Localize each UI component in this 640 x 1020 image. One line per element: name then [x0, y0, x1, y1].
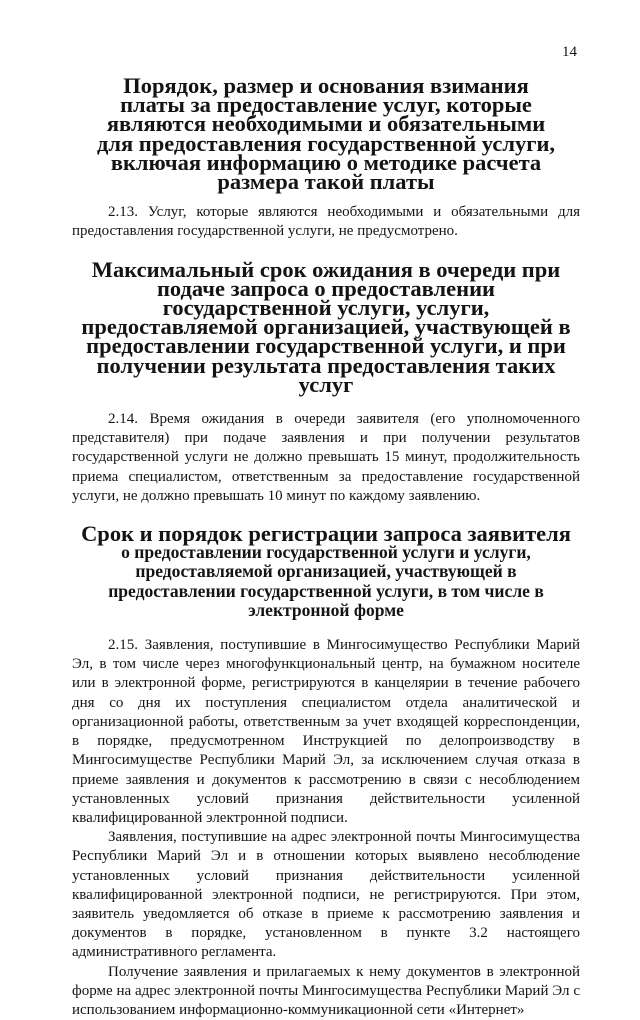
section-subheading: о предоставлении государственной услуги и услуги, предоставляемой организацией, участвующей в предоставлении государственной услуги, в том числе в электронной форме [108, 542, 544, 620]
section-registration [72, 521, 580, 1020]
paragraph-email-applications: Заявления, поступившие на адрес электронной почты Мингосимущества Республики Марий Эл и в отношении которых выявлено несоблюдение установленных условий признания действительности усиленной квалифицированной электронной подписи, не регистрируются. При этом, заявитель уведомляется об отказе в приеме к рассмотрению заявления и документов в порядке, установленном в пункте 3.2 настоящего административного регламента. [72, 829, 580, 961]
paragraph-2-14: 2.14. Время ожидания в очереди заявителя (его уполномоченного представителя) при подаче заявления и при получении результатов государственной услуги не должно превышать 15 минут, продолжительность приема специалистом, ответственным за предоставление государственной услуги, не должно превышать 10 минут по каждому заявлению. [72, 411, 580, 504]
section-heading: Срок и порядок регистрации запроса заявителя [81, 521, 571, 547]
paragraph-2-15: 2.15. Заявления, поступившие в Мингосимущество Республики Марий Эл, в том числе через многофункциональный центр, на бумажном носителе или в электронной форме, регистрируются в канцелярии в течение рабочего дня со дня их поступления специалистом отдела аналитической и организационной работы, ответственным за учет входящей корреспонденции, в порядке, предусмотренном Инструкцией по делопроизводству в Мингосимуществе Республики Марий Эл, за исключением случая отказа в приеме заявления и документов к рассмотрению в связи с несоблюдением установленных условий признания действительности усиленной квалифицированной электронной подписи. [72, 637, 580, 826]
section-queue-time [72, 256, 580, 506]
document-body [72, 73, 580, 1020]
paragraph-electronic-receipt: Получение заявления и прилагаемых к нему документов в электронной форме на адрес электронной почты Мингосимущества Республики Марий Эл с использованием информационно-коммуникационной сети «Интернет» [72, 963, 580, 1018]
section-heading: Максимальный срок ожидания в очереди при подаче запроса о предоставлении государственной услуги, услуги, предоставляемой организацией, участвующей в предоставлении государственной услуги, и при получении результата предоставления таких услуг [81, 256, 571, 397]
page-number: 14 [562, 44, 577, 60]
section-heading: Порядок, размер и основания взимания платы за предоставление услуг, которые являются необходимыми и обязательными для предоставления государственной услуги, включая информацию о методике расчета размера такой платы [96, 73, 556, 195]
paragraph-2-13: 2.13. Услуг, которые являются необходимыми и обязательными для предоставления государственной услуги, не предусмотрено. [72, 204, 580, 240]
section-fee-procedure [72, 73, 580, 242]
